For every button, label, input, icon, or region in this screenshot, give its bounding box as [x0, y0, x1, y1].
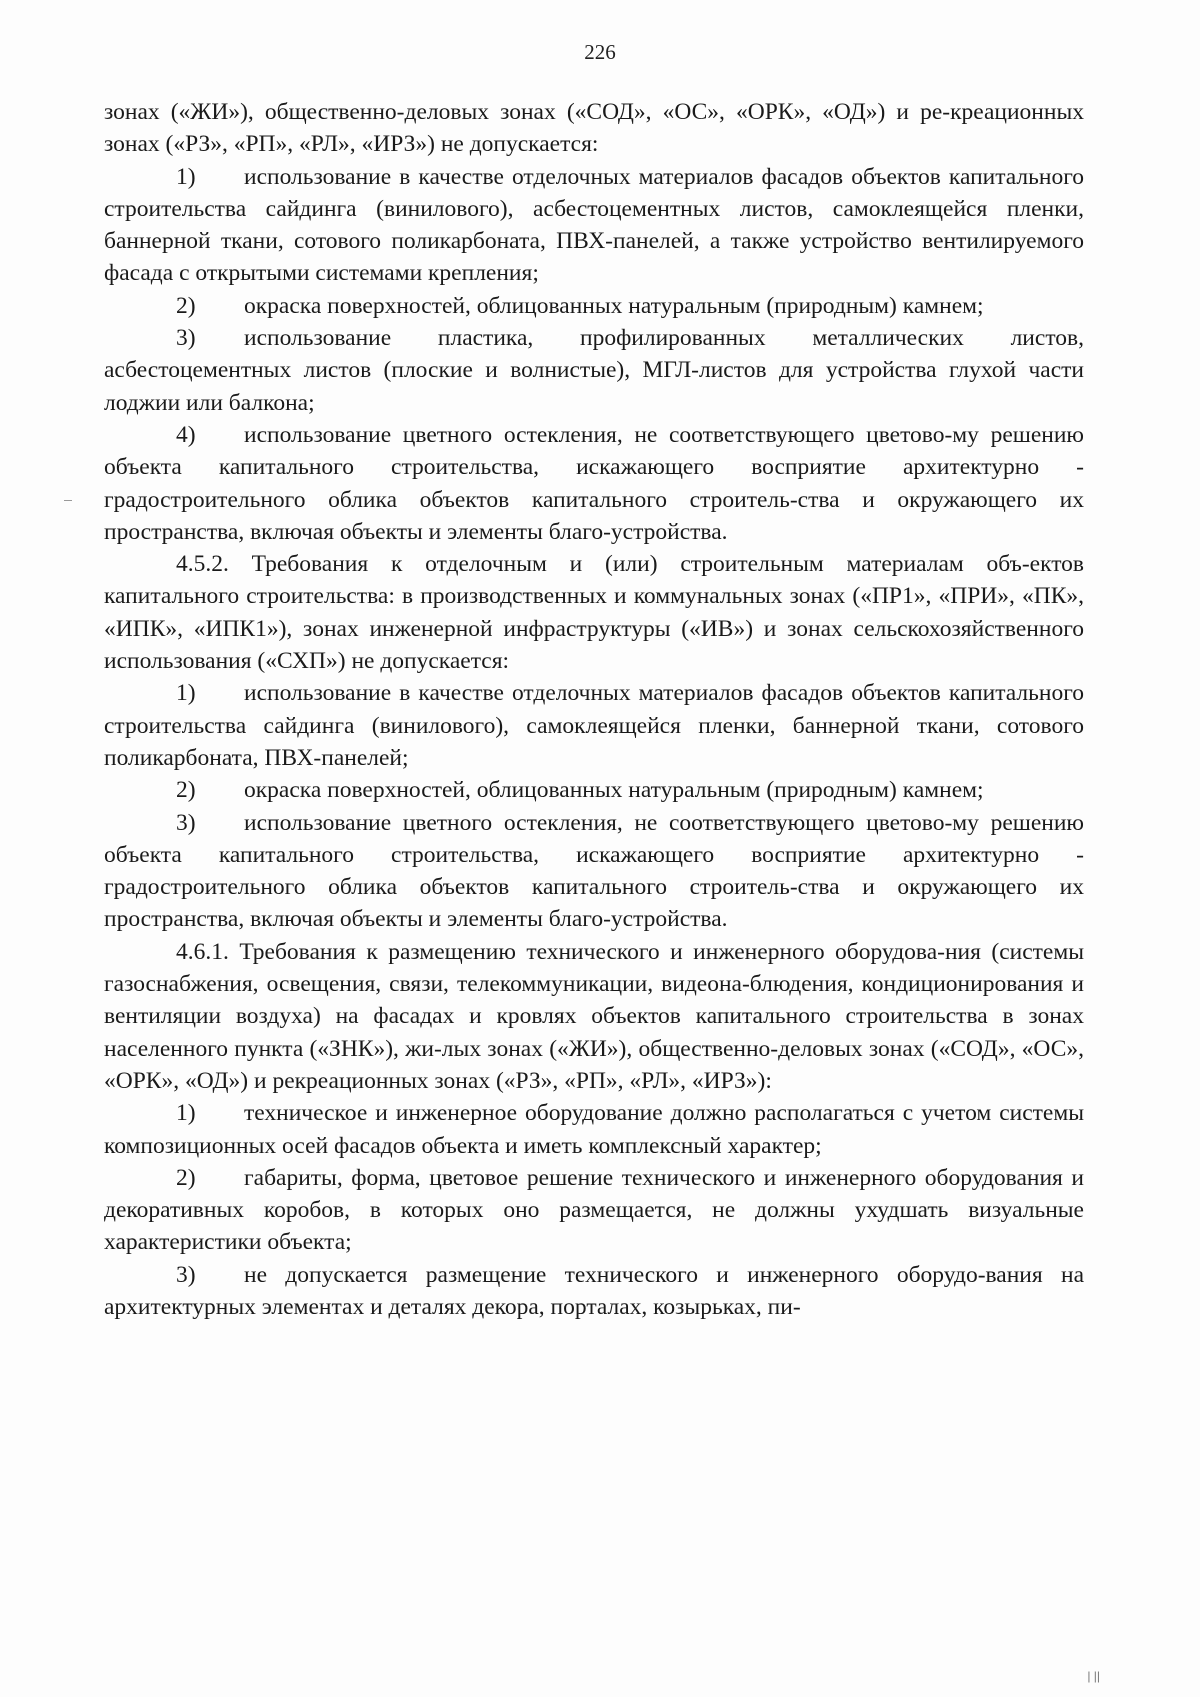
- list-item: [104, 419, 1084, 548]
- page-number: 226: [584, 40, 616, 64]
- list-item-text: окраска поверхностей, облицованных натуральным (природным) камнем;: [244, 292, 984, 319]
- section-paragraph: 4.6.1. Требования к размещению технического и инженерного оборудова-ния (системы газоснабжения, освещения, связи, телекоммуникации, видеона-блюдения, кондиционирования и вентиляции воздуха) на фасадах и кровлях объектов капитального строительства в зонах населенного пункта («ЗНК»), жи-лых зонах («ЖИ»), общественно-деловых зонах («СОД», «ОС», «ОРК», «ОД») и рекреационных зонах («РЗ», «РП», «РЛ», «ИРЗ»):: [104, 938, 1084, 1094]
- list-item-text: использование в качестве отделочных материалов фасадов объектов капитального строительства сайдинга (винилового), самоклеящейся пленки, баннерной ткани, сотового поликарбоната, ПВХ-панелей;: [104, 680, 1084, 771]
- list-item-number: 3): [176, 1261, 196, 1288]
- list-item: [104, 290, 1084, 322]
- list-item-number: 1): [176, 1100, 196, 1127]
- list-item: [104, 677, 1084, 774]
- list-item-text: использование цветного остекления, не соответствующего цветово-му решению объекта капитального строительства, искажающего восприятие архитектурно - градостроительного облика объектов капитального строитель-ства и окружающего их пространства, включая объекты и элементы благо-устройства.: [104, 809, 1084, 933]
- paragraph-continuation: зонах («ЖИ»), общественно-деловых зонах («СОД», «ОС», «ОРК», «ОД») и ре-креационных зонах («РЗ», «РП», «РЛ», «ИРЗ») не допускается:: [104, 99, 1084, 158]
- scan-corner-mark: | ||: [1087, 1669, 1100, 1683]
- list-item-text: окраска поверхностей, облицованных натуральным (природным) камнем;: [244, 777, 984, 804]
- list-item-number: 2): [176, 777, 196, 804]
- list-item: [104, 1162, 1084, 1259]
- list-item-text: габариты, форма, цветовое решение технического и инженерного оборудования и декоративных коробов, в которых оно размещается, не должны ухудшать визуальные характеристики объекта;: [104, 1164, 1084, 1256]
- list-item-number: 2): [176, 292, 196, 319]
- list-item: [104, 774, 1084, 806]
- scan-margin-mark: [64, 500, 72, 501]
- list-item: [104, 807, 1084, 936]
- list-item-number: 1): [176, 680, 196, 707]
- list-item-text: использование цветного остекления, не соответствующего цветово-му решению объекта капитального строительства, искажающего восприятие архитектурно - градостроительного облика объектов капитального строитель-ства и окружающего их пространства, включая объекты и элементы благо-устройства.: [104, 421, 1084, 545]
- list-item-number: 3): [176, 325, 196, 352]
- list-item-number: 3): [176, 809, 196, 836]
- list-item-text: использование пластика, профилированных металлических листов, асбестоцементных листов (плоские и волнистые), МГЛ-листов для устройства глухой части лоджии или балкона;: [104, 325, 1084, 416]
- list-item-number: 1): [176, 163, 196, 190]
- list-item: [104, 161, 1084, 290]
- section-paragraph: 4.5.2. Требования к отделочным и (или) строительным материалам объ-ектов капитального строительства: в производственных и коммунальных зонах («ПР1», «ПРИ», «ПК», «ИПК», «ИПК1»), зонах инженерной инфраструктуры («ИВ») и зонах сельскохозяйственного использования («СХП») не допускается:: [104, 551, 1084, 675]
- list-item: [104, 1097, 1084, 1162]
- list-item: [104, 1259, 1084, 1324]
- list-item-text: техническое и инженерное оборудование должно располагаться с учетом системы композиционных осей фасадов объекта и иметь комплексный характер;: [104, 1100, 1084, 1159]
- document-body: [104, 96, 1084, 1323]
- list-item-text: не допускается размещение технического и инженерного оборудо-вания на архитектурных элементах и деталях декора, порталах, козырьках, пи-: [104, 1261, 1084, 1320]
- list-item-text: использование в качестве отделочных материалов фасадов объектов капитального строительства сайдинга (винилового), асбестоцементных листов, самоклеящейся пленки, баннерной ткани, сотового поликарбоната, ПВХ-панелей, а также устройство вентилируемого фасада с открытыми системами крепления;: [104, 163, 1084, 287]
- list-item: [104, 322, 1084, 419]
- list-item-number: 4): [176, 421, 196, 448]
- list-item-number: 2): [176, 1164, 196, 1191]
